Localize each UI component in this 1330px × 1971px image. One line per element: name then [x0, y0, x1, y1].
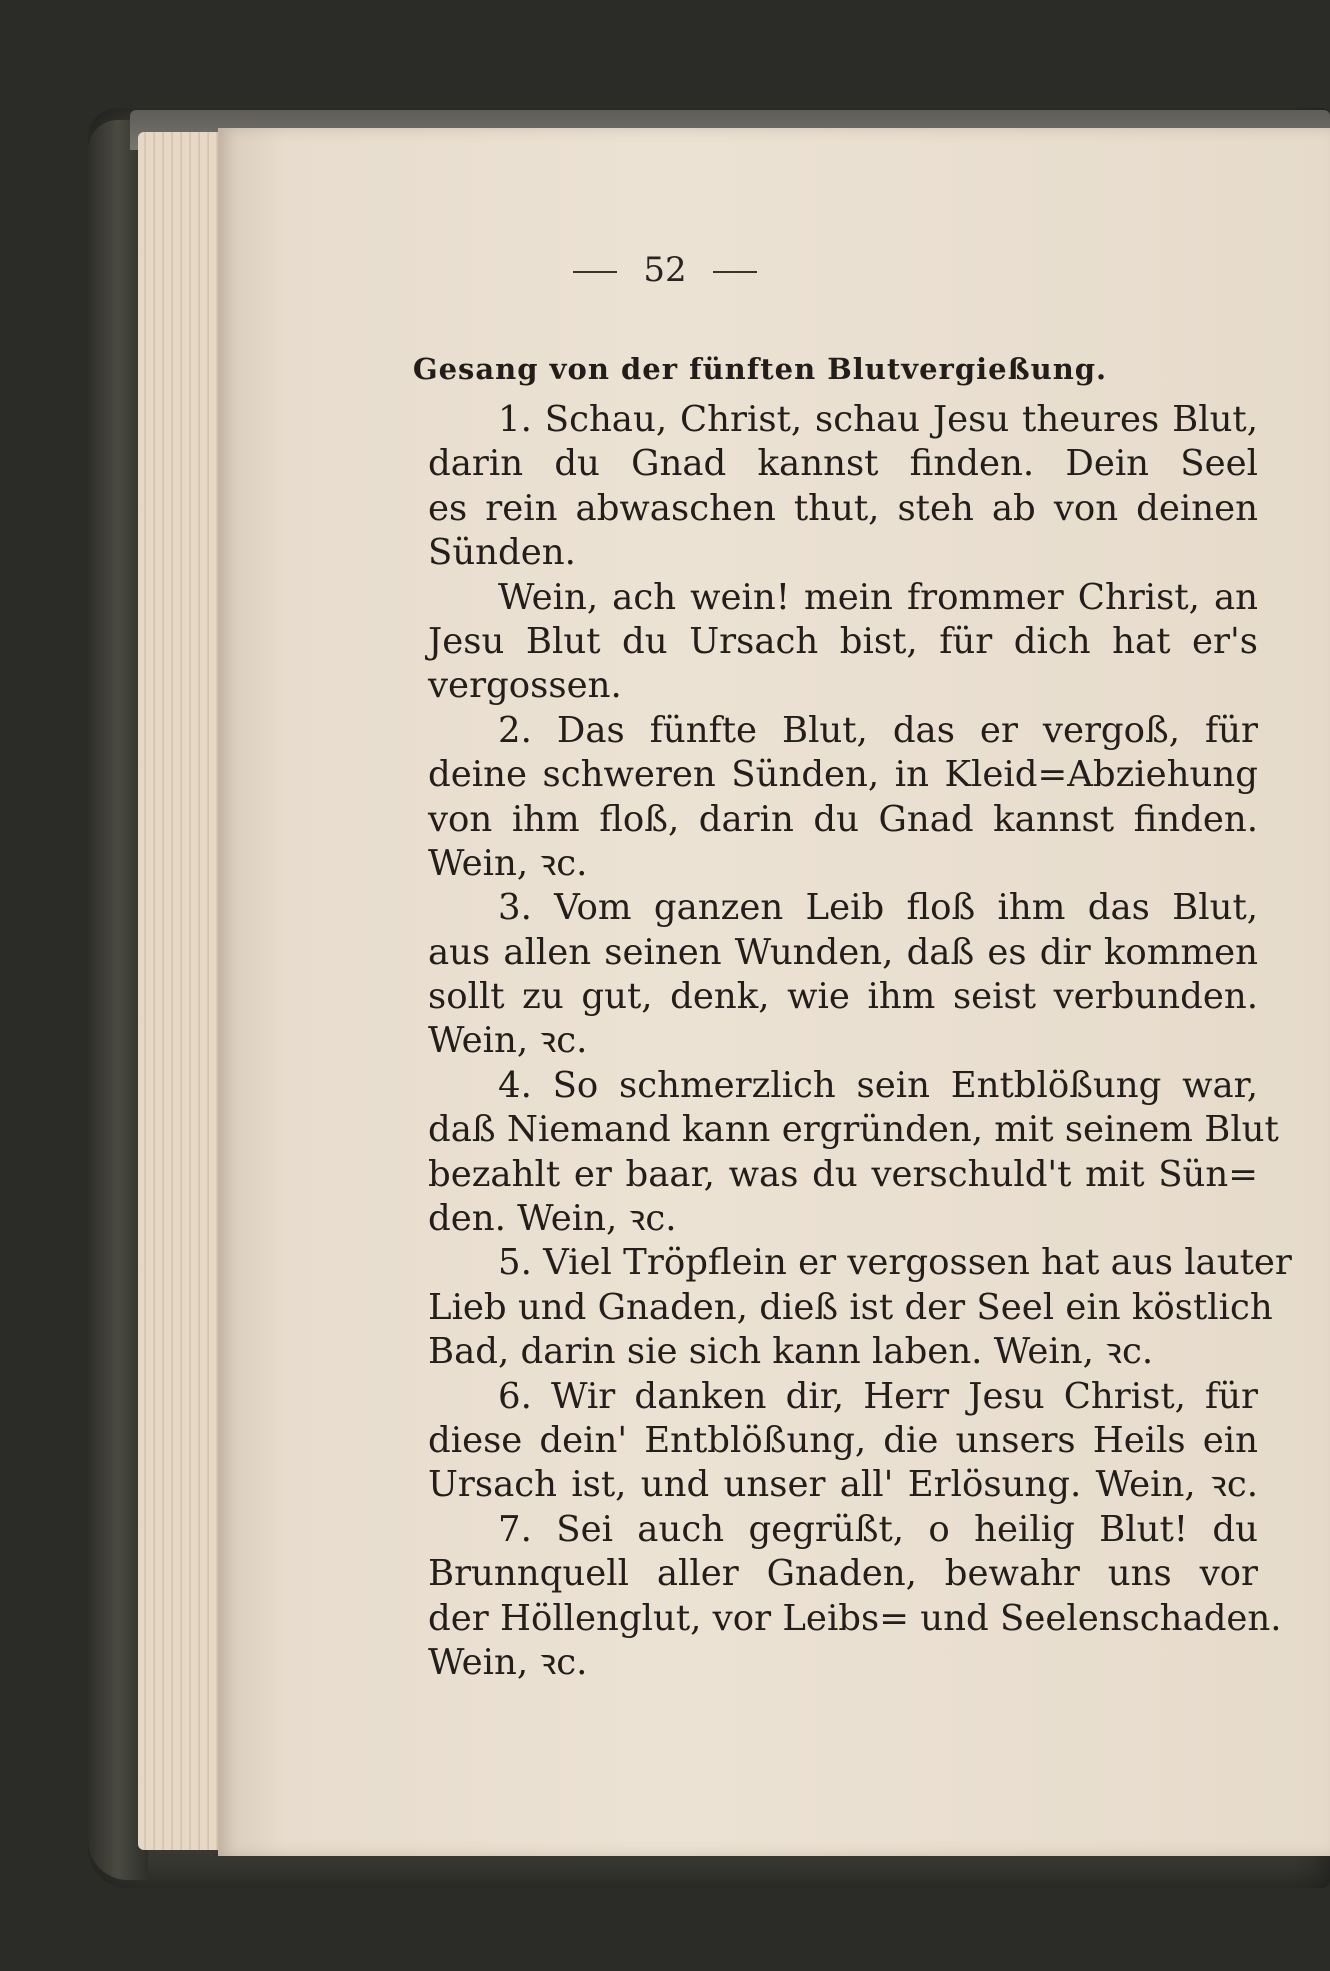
page-number: 52	[643, 250, 687, 290]
text-line: Lieb und Gnaden, dieß ist der Seel ein köstlich	[428, 1286, 1273, 1328]
text-line: 4. So schmerzlich sein Entblößung war,	[498, 1064, 1258, 1106]
text-line: 3. Vom ganzen Leib floß ihm das Blut,	[498, 887, 1258, 929]
text-line: bezahlt er baar, was du verschuld't mit Sün=	[428, 1153, 1258, 1195]
hymn-text	[428, 398, 1292, 1685]
text-line: 2. Das fünfte Blut, das er vergoß, für	[498, 709, 1258, 751]
text-line: daß Niemand kann ergründen, mit seinem Blut	[428, 1109, 1279, 1151]
text-line: den. Wein, ꝛc.	[428, 1198, 677, 1240]
page-edges	[138, 132, 228, 1850]
text-line: 6. Wir danken dir, Herr Jesu Christ, für	[498, 1375, 1258, 1417]
text-line: der Höllenglut, vor Leibs= und Seelenschaden.	[428, 1597, 1282, 1639]
text-line: diese dein' Entblößung, die unsers Heils ein	[428, 1419, 1258, 1461]
text-line: Wein, ꝛc.	[428, 1641, 588, 1683]
text-line: 7. Sei auch gegrüßt, o heilig Blut! du	[498, 1508, 1258, 1550]
header-dash-right	[713, 271, 757, 273]
text-line: darin du Gnad kannst finden. Dein Seel	[428, 443, 1258, 485]
text-line: 5. Viel Tröpflein er vergossen hat aus lauter	[498, 1242, 1292, 1284]
text-line: Wein, ach wein! mein frommer Christ, an	[498, 576, 1258, 618]
text-line: Wein, ꝛc.	[428, 842, 588, 884]
text-line: deine schweren Sünden, in Kleid=Abziehung	[428, 754, 1258, 796]
text-line: Jesu Blut du Ursach bist, für dich hat er's	[428, 620, 1258, 662]
text-line: Bad, darin sie sich kann laben. Wein, ꝛc.	[428, 1331, 1154, 1373]
text-line: aus allen seinen Wunden, daß es dir kommen	[428, 931, 1258, 973]
text-line: Sünden.	[428, 532, 576, 574]
text-line: sollt zu gut, denk, wie ihm seist verbunden.	[428, 976, 1258, 1018]
text-line: Brunnquell aller Gnaden, bewahr uns vor	[428, 1553, 1258, 1595]
header-dash-left	[573, 271, 617, 273]
text-line: von ihm floß, darin du Gnad kannst finden.	[428, 798, 1258, 840]
text-line: es rein abwaschen thut, steh ab von deinen	[428, 487, 1258, 529]
text-line: 1. Schau, Christ, schau Jesu theures Blut,	[498, 399, 1258, 440]
text-line: Wein, ꝛc.	[428, 1020, 588, 1062]
hymn-title: Gesang von der fünften Blutvergießung.	[412, 352, 1108, 386]
text-line: vergossen.	[428, 665, 622, 707]
text-line: Ursach ist, und unser all' Erlösung. Wein, ꝛc.	[428, 1464, 1258, 1506]
page-header	[0, 250, 1330, 310]
